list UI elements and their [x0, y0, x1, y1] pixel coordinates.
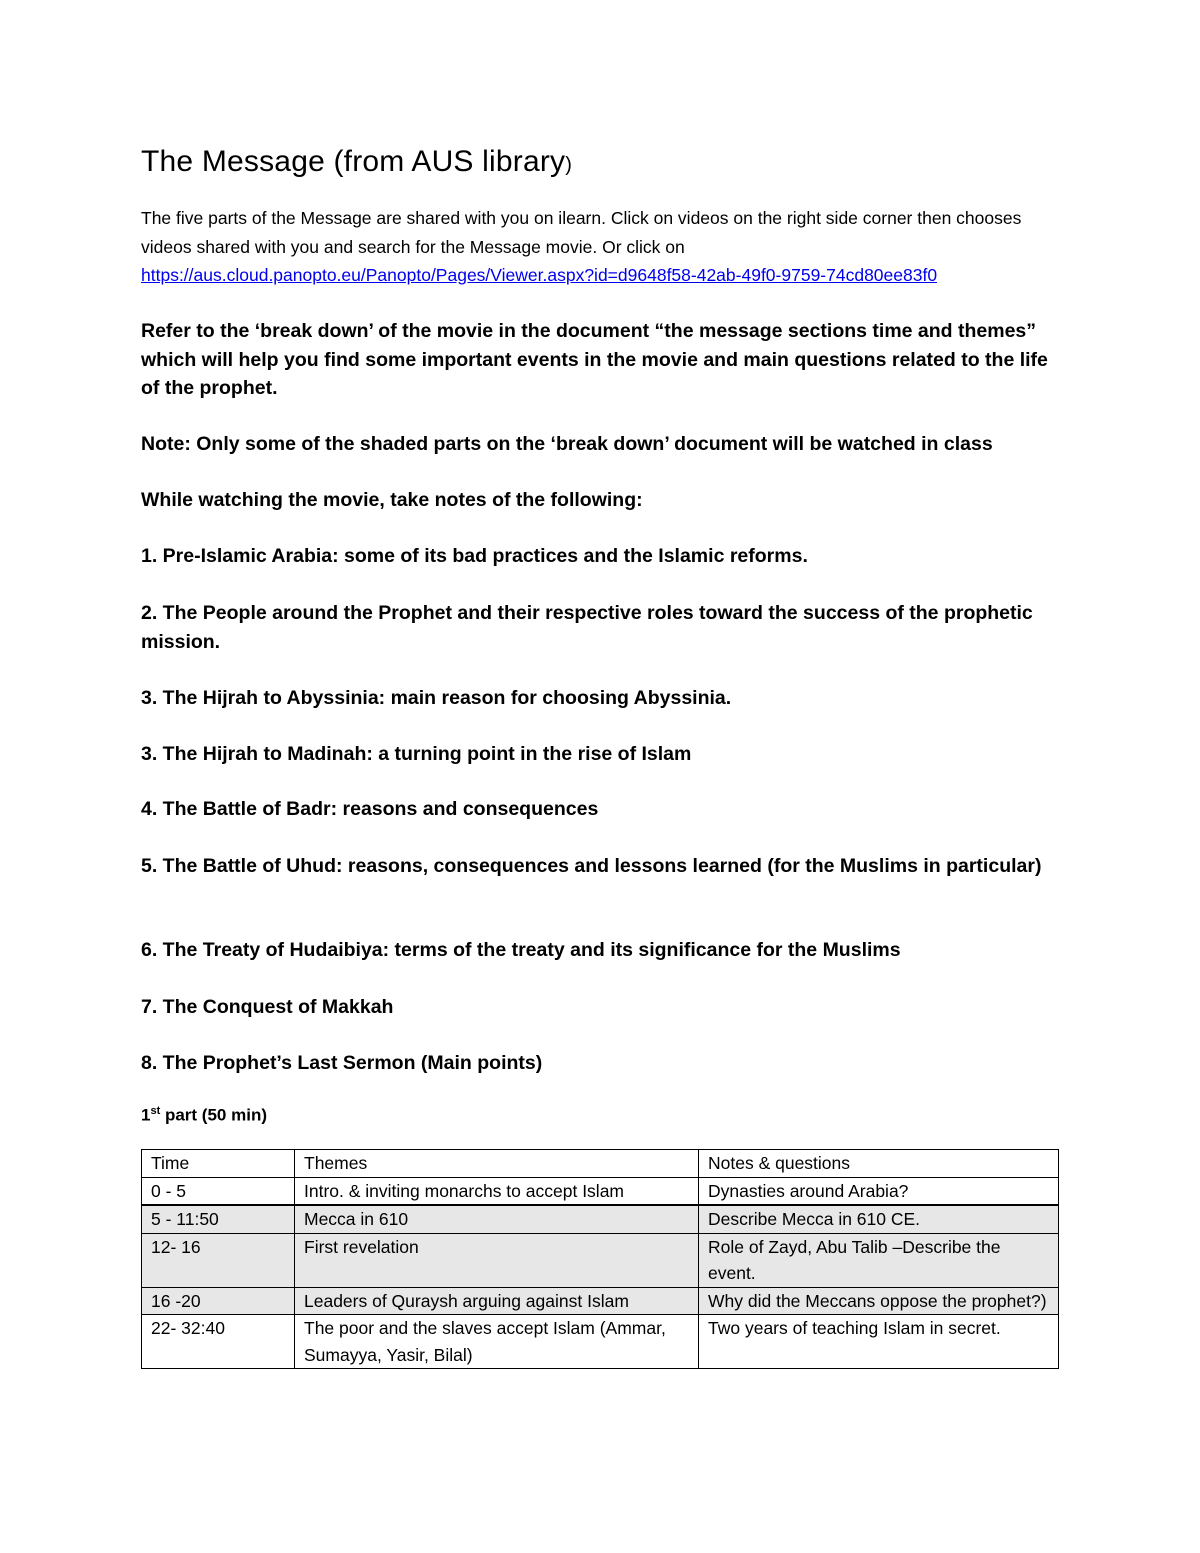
page-title: The Message (from AUS library): [141, 145, 573, 178]
list-item: 3. The Hijrah to Abyssinia: main reason for choosing Abyssinia.: [141, 687, 732, 709]
time-cell: 16 -20: [142, 1287, 295, 1315]
intro-text: The five parts of the Message are shared with you on ilearn. Click on videos on the right side corner then chooses videos shared with you and search for the Message movie. Or click on: [141, 208, 1022, 257]
list-item: 5. The Battle of Uhud: reasons, consequences and lessons learned (for the Muslims in particular): [141, 855, 1042, 877]
table-row: [142, 1315, 1059, 1369]
theme-cell: Leaders of Quraysh arguing against Islam: [295, 1287, 699, 1315]
while-watching-heading: While watching the movie, take notes of the following:: [141, 489, 643, 511]
breakdown-table: [141, 1149, 1059, 1369]
list-item: 8. The Prophet’s Last Sermon (Main points): [141, 1052, 543, 1074]
notes-cell: Two years of teaching Islam in secret.: [699, 1315, 1059, 1369]
list-item: 1. Pre-Islamic Arabia: some of its bad practices and the Islamic reforms.: [141, 545, 808, 567]
list-item: 2. The People around the Prophet and their respective roles toward the success of the prophetic mission.: [141, 602, 1033, 653]
header-cell-time: Time: [142, 1150, 295, 1178]
refer-paragraph: Refer to the ‘break down’ of the movie in the document “the message sections time and themes” which will help you find some important events in the movie and main questions related to the life of the prophet.: [141, 320, 1048, 399]
list-item: 7. The Conquest of Makkah: [141, 996, 394, 1018]
table-row: [142, 1287, 1059, 1315]
notes-cell: Role of Zayd, Abu Talib –Describe the event.: [699, 1233, 1059, 1287]
table-row: [142, 1177, 1059, 1205]
theme-cell: Intro. & inviting monarchs to accept Islam: [295, 1177, 699, 1205]
note-paragraph: Note: Only some of the shaded parts on the ‘break down’ document will be watched in class: [141, 433, 993, 455]
theme-cell: Mecca in 610: [295, 1205, 699, 1233]
notes-cell: Dynasties around Arabia?: [699, 1177, 1059, 1205]
table-row: [142, 1233, 1059, 1287]
header-cell-notes: Notes & questions: [699, 1150, 1059, 1178]
theme-cell: First revelation: [295, 1233, 699, 1287]
theme-cell: The poor and the slaves accept Islam (Ammar, Sumayya, Yasir, Bilal): [295, 1315, 699, 1369]
list-item: 4. The Battle of Badr: reasons and consequences: [141, 798, 599, 820]
header-cell-themes: Themes: [295, 1150, 699, 1178]
notes-cell: Describe Mecca in 610 CE.: [699, 1205, 1059, 1233]
list-item: 6. The Treaty of Hudaibiya: terms of the treaty and its significance for the Muslims: [141, 939, 901, 961]
time-cell: 5 - 11:50: [142, 1205, 295, 1233]
part-heading: 1st part (50 min): [141, 1105, 267, 1125]
panopto-link[interactable]: https://aus.cloud.panopto.eu/Panopto/Pages/Viewer.aspx?id=d9648f58-42ab-49f0-9759-74cd80ee83f0: [141, 265, 938, 285]
table-row: [142, 1205, 1059, 1233]
notes-cell: Why did the Meccans oppose the prophet?): [699, 1287, 1059, 1315]
intro-paragraph: [141, 204, 1061, 290]
time-cell: 22- 32:40: [142, 1315, 295, 1369]
time-cell: 0 - 5: [142, 1177, 295, 1205]
list-item: 3. The Hijrah to Madinah: a turning point in the rise of Islam: [141, 743, 692, 765]
table-header-row: [142, 1150, 1059, 1178]
time-cell: 12- 16: [142, 1233, 295, 1287]
